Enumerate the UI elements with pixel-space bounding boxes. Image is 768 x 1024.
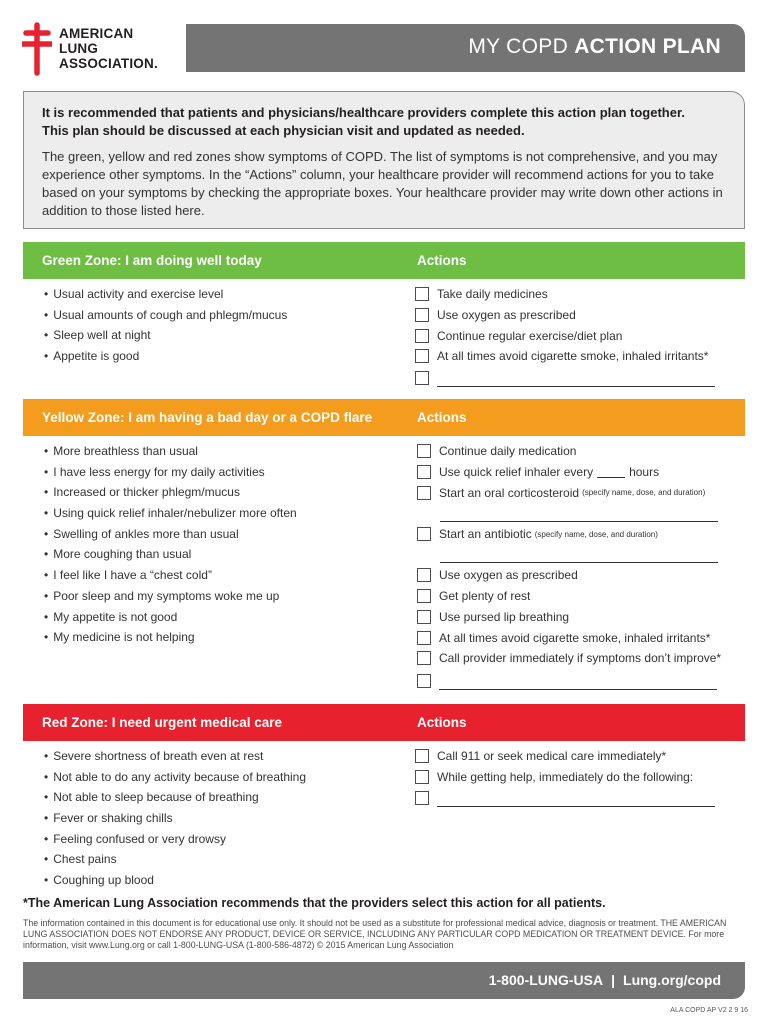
checkbox[interactable] (417, 465, 431, 479)
action-item: Use quick relief inhaler every hours (417, 462, 721, 483)
action-item: Use oxygen as prescribed (415, 305, 715, 326)
action-item: Start an antibiotic (specify name, dose, and duration) (417, 524, 721, 545)
action-item: Continue regular exercise/diet plan (415, 325, 715, 346)
custom-action-item (417, 671, 721, 692)
red-symptom-list (44, 746, 306, 891)
list-item: • Chest pains (44, 849, 306, 870)
checkbox[interactable] (417, 444, 431, 458)
action-item: Take daily medicines (415, 284, 715, 305)
write-in-line[interactable] (437, 375, 715, 387)
action-item: Get plenty of rest (417, 586, 721, 607)
green-zone-header (23, 242, 745, 279)
yellow-zone-title: Yellow Zone: I am having a bad day or a COPD flare (42, 410, 373, 425)
footer-contact: 1-800-LUNG-USA | Lung.org/copd (488, 972, 721, 988)
corticosteroid-write-in-line[interactable] (440, 521, 718, 522)
checkbox[interactable] (415, 287, 429, 301)
checkbox[interactable] (417, 610, 431, 624)
red-zone-header (23, 704, 745, 741)
red-actions-label: Actions (417, 715, 467, 730)
list-item: • Poor sleep and my symptoms woke me up (44, 586, 297, 607)
yellow-actions-label: Actions (417, 410, 467, 425)
hours-blank[interactable] (597, 466, 625, 478)
list-item: • Fever or shaking chills (44, 808, 306, 829)
checkbox[interactable] (417, 589, 431, 603)
list-item: • Usual activity and exercise level (44, 284, 287, 305)
list-item: • Swelling of ankles more than usual (44, 524, 297, 545)
logo-wordmark: AMERICAN LUNG ASSOCIATION. (59, 26, 158, 71)
page-title: MY COPD ACTION PLAN (468, 35, 721, 58)
checkbox[interactable] (417, 674, 431, 688)
green-symptom-list (44, 284, 287, 367)
list-item: • Not able to do any activity because of breathing (44, 767, 306, 788)
list-item: • Sleep well at night (44, 325, 287, 346)
title-bar (186, 24, 745, 72)
checkbox[interactable] (415, 371, 429, 385)
action-item: Call provider immediately if symptoms don’t improve* (417, 648, 721, 669)
intro-text: The green, yellow and red zones show symptoms of COPD. The list of symptoms is not comprehensive, and you may experience other symptoms. In the “Actions” column, your healthcare provider will recommend actions for you to take based on your symptoms by checking the appropriate boxes. Your healthcare provider may write down other actions in addition to those listed here. (42, 149, 723, 218)
list-item: • Increased or thicker phlegm/mucus (44, 482, 297, 503)
green-action-list (415, 284, 715, 388)
list-item: • My appetite is not good (44, 607, 297, 628)
custom-action-item (415, 368, 715, 389)
phone-number[interactable]: 1-800-LUNG-USA (488, 972, 604, 988)
write-in-line[interactable] (437, 795, 715, 807)
footer-bar (23, 962, 745, 999)
ala-logo (22, 22, 172, 78)
green-zone-title: Green Zone: I am doing well today (42, 253, 262, 268)
checkbox[interactable] (417, 631, 431, 645)
action-item: Use oxygen as prescribed (417, 565, 721, 586)
antibiotic-write-in-line[interactable] (440, 562, 718, 563)
red-zone-title: Red Zone: I need urgent medical care (42, 715, 283, 730)
action-item: Call 911 or seek medical care immediately* (415, 746, 715, 767)
list-item: • More breathless than usual (44, 441, 297, 462)
list-item: • My medicine is not helping (44, 627, 297, 648)
checkbox[interactable] (415, 308, 429, 322)
checkbox[interactable] (417, 651, 431, 665)
website-link[interactable]: Lung.org/copd (623, 972, 721, 988)
checkbox[interactable] (415, 770, 429, 784)
disclaimer: The information contained in this document is for educational use only. It should not be used as a substitute for professional medical advice, diagnosis or treatment. THE AMERICAN LUNG ASSOCIATION DOES NOT ENDORSE ANY PRODUCT, DEVICE OR SERVICE, INCLUDING ANY PARTICULAR COPD MEDICATION OR TREATMENT DEVICE. For more information, visit www.Lung.org or call 1-800-LUNG-USA (1-800-586-4872) © 2015 American Lung Association (23, 918, 727, 950)
list-item: • Not able to sleep because of breathing (44, 787, 306, 808)
list-item: • Using quick relief inhaler/nebulizer more often (44, 503, 297, 524)
action-item: At all times avoid cigarette smoke, inhaled irritants* (417, 627, 721, 648)
footnote: *The American Lung Association recommends that the providers select this action for all patients. (23, 896, 606, 910)
checkbox[interactable] (417, 527, 431, 541)
list-item: • Appetite is good (44, 346, 287, 367)
action-item: While getting help, immediately do the following: (415, 767, 715, 788)
action-item: Start an oral corticosteroid (specify name, dose, and duration) (417, 482, 721, 503)
write-in-line[interactable] (439, 678, 717, 690)
yellow-symptom-list (44, 441, 297, 648)
list-item: • I have less energy for my daily activities (44, 462, 297, 483)
list-item: • I feel like I have a “chest cold” (44, 565, 297, 586)
checkbox[interactable] (415, 349, 429, 363)
list-item: • Coughing up blood (44, 870, 306, 891)
action-item: Continue daily medication (417, 441, 721, 462)
yellow-action-list (417, 441, 721, 691)
checkbox[interactable] (415, 791, 429, 805)
checkbox[interactable] (417, 568, 431, 582)
double-cross-icon (22, 22, 52, 76)
red-action-list (415, 746, 715, 808)
custom-action-item (415, 787, 715, 808)
checkbox[interactable] (415, 329, 429, 343)
intro-box (23, 91, 745, 229)
list-item: • Usual amounts of cough and phlegm/mucus (44, 305, 287, 326)
checkbox[interactable] (415, 749, 429, 763)
list-item: • More coughing than usual (44, 544, 297, 565)
list-item: • Feeling confused or very drowsy (44, 829, 306, 850)
action-item: At all times avoid cigarette smoke, inhaled irritants* (415, 346, 715, 367)
document-code: ALA COPD AP V2 2 9 16 (670, 1007, 748, 1014)
intro-bold-text: It is recommended that patients and physicians/healthcare providers complete this action plan together. This plan should be discussed at each physician visit and updated as needed. (42, 105, 685, 138)
checkbox[interactable] (417, 486, 431, 500)
list-item: • Severe shortness of breath even at rest (44, 746, 306, 767)
action-item: Use pursed lip breathing (417, 607, 721, 628)
yellow-zone-header (23, 399, 745, 436)
green-actions-label: Actions (417, 253, 467, 268)
